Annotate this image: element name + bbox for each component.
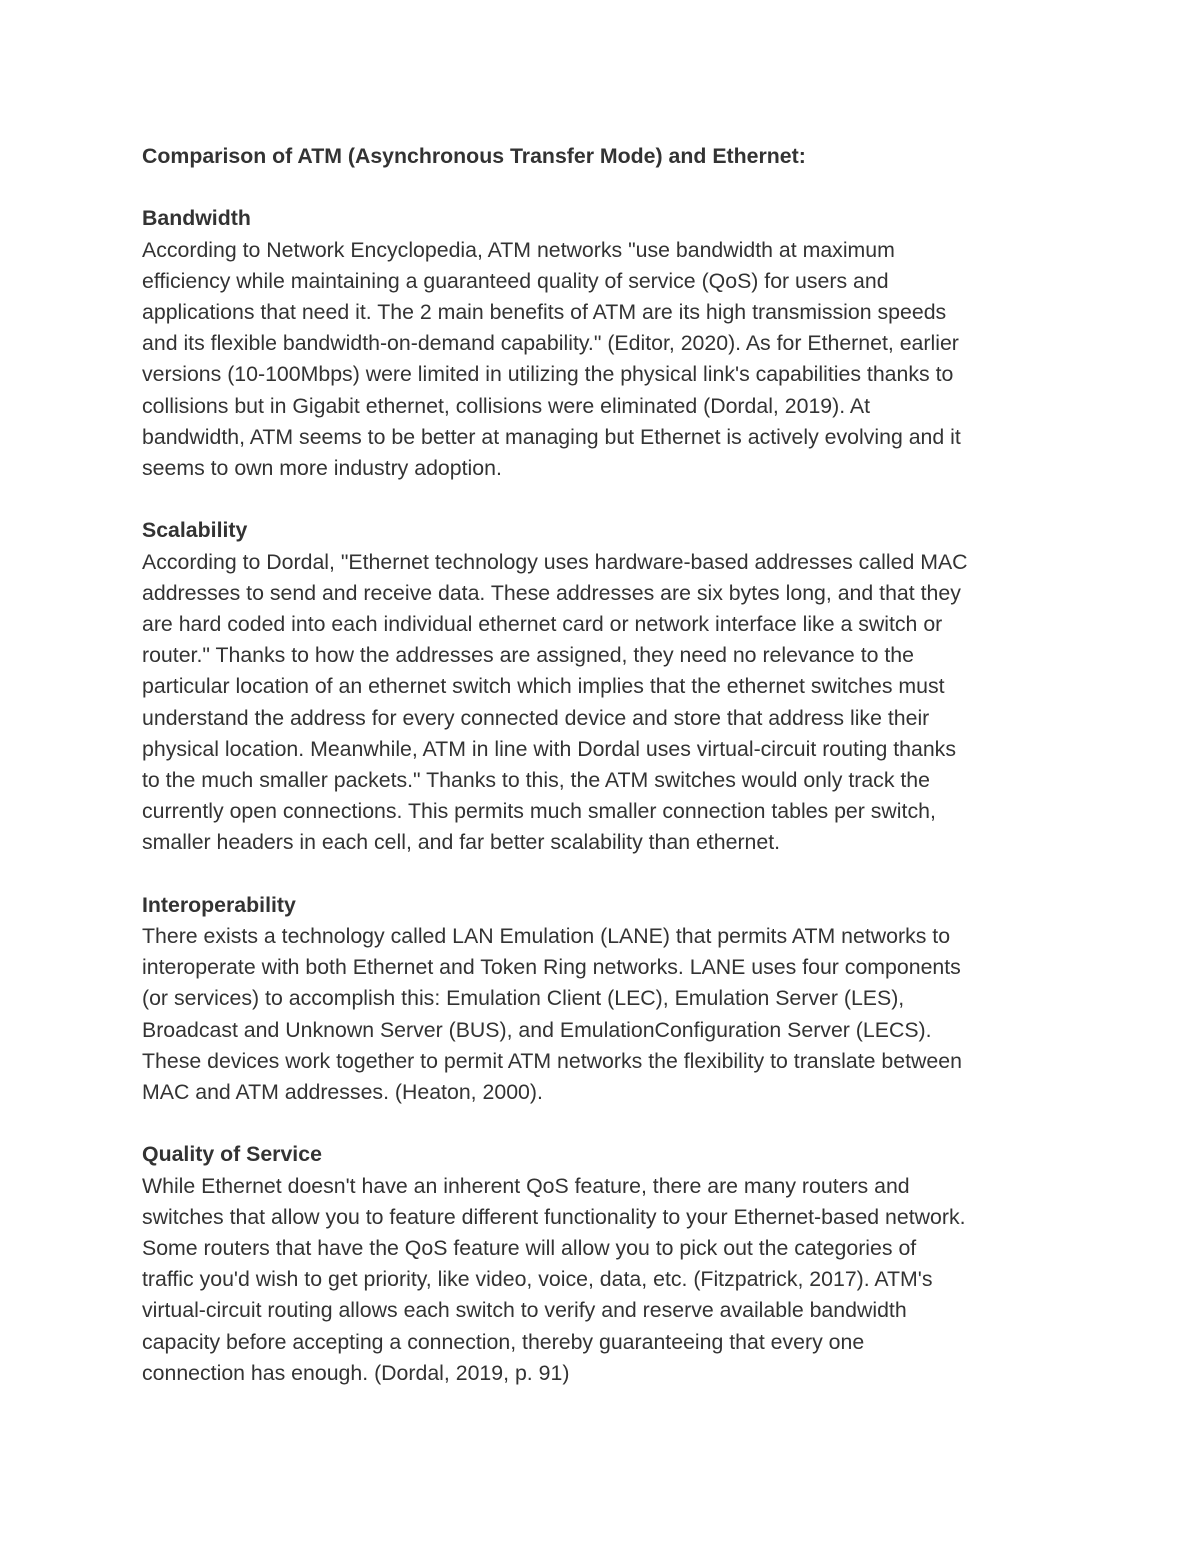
paragraph-line: applications that need it. The 2 main benefits of ATM are its high transmission speeds (142, 300, 947, 324)
paragraph-line: to the much smaller packets." Thanks to this, the ATM switches would only track the (142, 768, 930, 793)
paragraph-line: While Ethernet doesn't have an inherent QoS feature, there are many routers and (142, 1173, 910, 1198)
paragraph-line: are hard coded into each individual ethernet card or network interface like a switch or (142, 612, 943, 637)
paragraph-line: physical location. Meanwhile, ATM in line with Dordal uses virtual-circuit routing thanks (142, 736, 956, 761)
paragraph-line: There exists a technology called LAN Emulation (LANE) that permits ATM networks to (142, 924, 951, 949)
section-bandwidth (142, 203, 1062, 484)
paragraph-line: smaller headers in each cell, and far better scalability than ethernet. (142, 830, 781, 855)
paragraph-line: According to Network Encyclopedia, ATM networks "use bandwidth at maximum (142, 237, 895, 262)
section-heading: Bandwidth (142, 206, 251, 231)
paragraph-line: and its flexible bandwidth-on-demand capability." (Editor, 2020). As for Ethernet, earlier (142, 331, 959, 356)
paragraph-line: versions (10-100Mbps) were limited in utilizing the physical link's capabilities thanks to (142, 362, 954, 387)
paragraph-line: According to Dordal, "Ethernet technology uses hardware-based addresses called MAC (142, 549, 968, 574)
paragraph-line: understand the address for every connected device and store that address like their (142, 705, 930, 730)
paragraph-line: bandwidth, ATM seems to be better at managing but Ethernet is actively evolving and it (142, 424, 961, 449)
paragraph-line: These devices work together to permit ATM networks the flexibility to translate between (142, 1048, 962, 1073)
paragraph-line: collisions but in Gigabit ethernet, collisions were eliminated (Dordal, 2019). At (142, 393, 871, 418)
paragraph-line: capacity before accepting a connection, thereby guaranteeing that every one (142, 1329, 865, 1354)
section-interoperability (142, 890, 1062, 1108)
paragraph-line: MAC and ATM addresses. (Heaton, 2000). (142, 1080, 543, 1105)
paragraph-line: currently open connections. This permits much smaller connection tables per switch, (142, 799, 936, 824)
paragraph-line: connection has enough. (Dordal, 2019, p. 91) (142, 1360, 570, 1385)
paragraph-line: traffic you'd wish to get priority, like video, voice, data, etc. (Fitzpatrick, 2017). ATM's (142, 1267, 933, 1292)
paragraph-line: router." Thanks to how the addresses are assigned, they need no relevance to the (142, 643, 914, 668)
paragraph-line: Broadcast and Unknown Server (BUS), and EmulationConfiguration Server (LECS). (142, 1017, 932, 1042)
document-body (142, 141, 1062, 1420)
paragraph-line: particular location of an ethernet switch which implies that the ethernet switches must (142, 674, 945, 699)
section-heading: Interoperability (142, 892, 296, 917)
paragraph-line: Some routers that have the QoS feature will allow you to pick out the categories of (142, 1236, 917, 1261)
section-heading: Quality of Service (142, 1142, 322, 1167)
document-title: Comparison of ATM (Asynchronous Transfer Mode) and Ethernet: (142, 144, 806, 168)
paragraph-line: interoperate with both Ethernet and Token Ring networks. LANE uses four components (142, 955, 961, 980)
section-heading: Scalability (142, 518, 248, 543)
paragraph-line: addresses to send and receive data. These addresses are six bytes long, and that they (142, 580, 961, 605)
section-scalability (142, 515, 1062, 858)
section-quality-of-service (142, 1139, 1062, 1389)
paragraph-line: virtual-circuit routing allows each switch to verify and reserve available bandwidth (142, 1298, 907, 1323)
paragraph-line: efficiency while maintaining a guaranteed quality of service (QoS) for users and (142, 268, 889, 293)
paragraph-line: (or services) to accomplish this: Emulation Client (LEC), Emulation Server (LES), (142, 986, 905, 1011)
paragraph-line: seems to own more industry adoption. (142, 456, 502, 481)
paragraph-line: switches that allow you to feature different functionality to your Ethernet-based network. (142, 1204, 966, 1229)
